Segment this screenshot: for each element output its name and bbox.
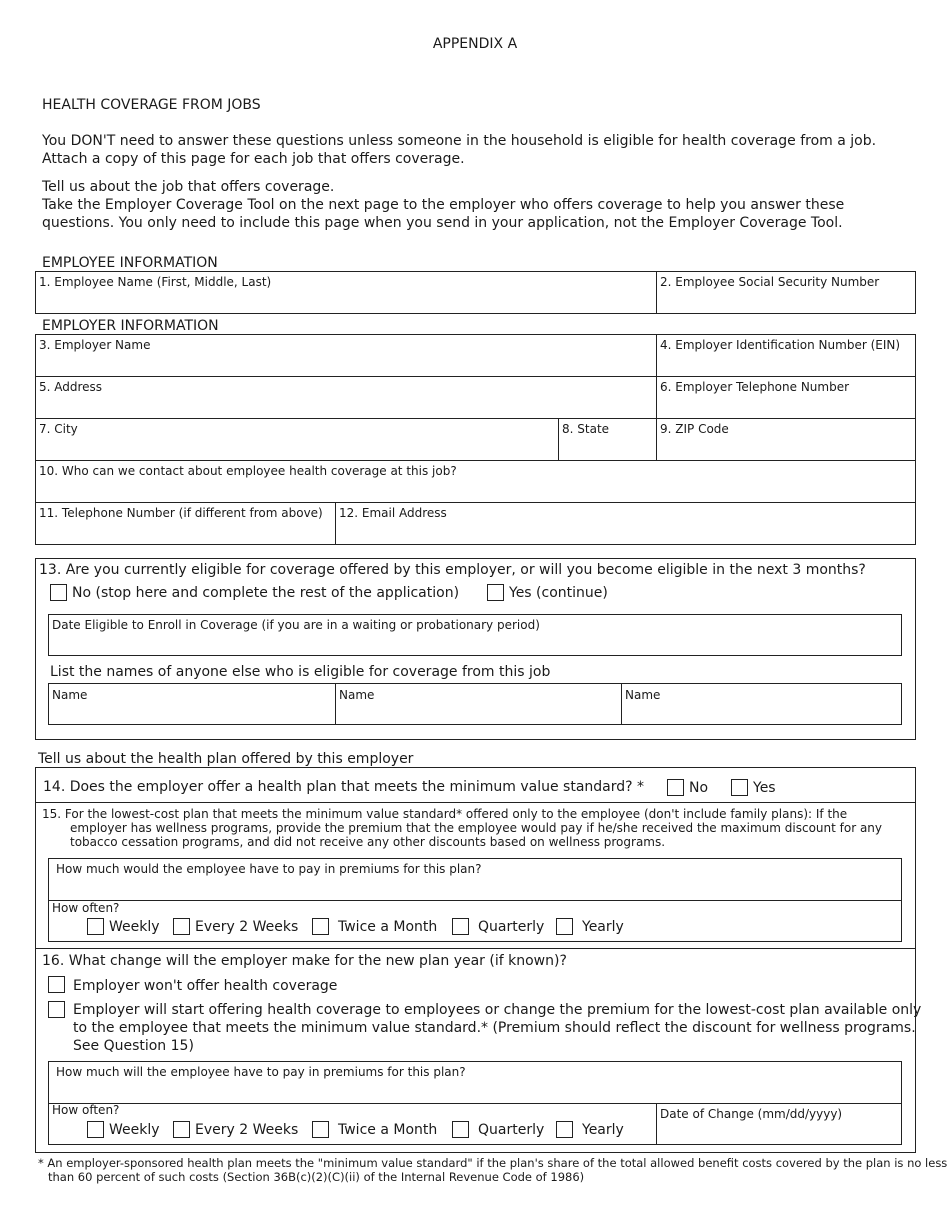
divider bbox=[35, 418, 916, 419]
q16-how-often-label: How often? bbox=[52, 1103, 120, 1117]
contact-phone-field[interactable]: 11. Telephone Number (if different from above) bbox=[39, 506, 323, 520]
q13-yes-label: Yes (continue) bbox=[509, 585, 608, 601]
eligible-list-label: List the names of anyone else who is eligible for coverage from this job bbox=[50, 664, 551, 680]
q15-text-line-1: 15. For the lowest-cost plan that meets the minimum value standard* offered only to the employee (don't include family plans): If the bbox=[42, 807, 848, 821]
q15-every-2-weeks-checkbox[interactable] bbox=[173, 918, 190, 935]
q16-yearly-checkbox[interactable] bbox=[556, 1121, 573, 1138]
date-eligible-label: Date Eligible to Enroll in Coverage (if you are in a waiting or probationary period) bbox=[52, 618, 540, 632]
intro-line-2: Attach a copy of this page for each job that offers coverage. bbox=[42, 151, 465, 167]
q15-twice-a-month-checkbox[interactable] bbox=[312, 918, 329, 935]
divider bbox=[621, 683, 622, 725]
q14-yes-label: Yes bbox=[753, 780, 776, 796]
q16-twice-a-month-checkbox[interactable] bbox=[312, 1121, 329, 1138]
divider bbox=[48, 900, 902, 901]
divider bbox=[656, 334, 657, 460]
divider bbox=[656, 271, 657, 314]
employee-name-field[interactable]: 1. Employee Name (First, Middle, Last) bbox=[39, 275, 272, 289]
q16-no-coverage-label: Employer won't offer health coverage bbox=[73, 978, 338, 994]
q15-quarterly-checkbox[interactable] bbox=[452, 918, 469, 935]
q16-premium-field[interactable]: How much will the employee have to pay in premiums for this plan? bbox=[56, 1065, 466, 1079]
divider bbox=[656, 1103, 657, 1145]
eligible-name-field-2[interactable]: Name bbox=[339, 688, 375, 702]
intro-line-4: Take the Employer Coverage Tool on the next page to the employer who offers coverage to help you answer these bbox=[42, 197, 845, 213]
q16-yearly-label: Yearly bbox=[582, 1122, 624, 1138]
q15-how-often-label: How often? bbox=[52, 901, 120, 915]
q15-quarterly-label: Quarterly bbox=[478, 919, 545, 935]
employer-section-heading: EMPLOYER INFORMATION bbox=[42, 318, 219, 334]
footnote-line-2: than 60 percent of such costs (Section 36B(c)(2)(C)(ii) of the Internal Revenue Code of 1986) bbox=[48, 1170, 585, 1184]
divider bbox=[335, 502, 336, 545]
eligible-names-table bbox=[48, 683, 902, 725]
q15-premium-field[interactable]: How much would the employee have to pay in premiums for this plan? bbox=[56, 862, 482, 876]
divider bbox=[335, 683, 336, 725]
intro-line-1: You DON'T need to answer these questions unless someone in the household is eligible for health coverage from a job. bbox=[42, 133, 877, 149]
zip-code-field[interactable]: 9. ZIP Code bbox=[660, 422, 729, 436]
q16-every-2-weeks-checkbox[interactable] bbox=[173, 1121, 190, 1138]
q16-weekly-checkbox[interactable] bbox=[87, 1121, 104, 1138]
q16-quarterly-checkbox[interactable] bbox=[452, 1121, 469, 1138]
q15-text-line-2: employer has wellness programs, provide the premium that the employee would pay if he/she received the maximum discount for any bbox=[70, 821, 883, 835]
divider bbox=[35, 802, 916, 803]
q16-every-2-weeks-label: Every 2 Weeks bbox=[195, 1122, 299, 1138]
q16-start-offering-line-1: Employer will start offering health coverage to employees or change the premium for the lowest-cost plan available only bbox=[73, 1002, 922, 1018]
intro-line-3: Tell us about the job that offers coverage. bbox=[42, 179, 335, 195]
q16-start-offering-line-3: See Question 15) bbox=[73, 1038, 194, 1054]
divider bbox=[35, 376, 916, 377]
state-field[interactable]: 8. State bbox=[562, 422, 610, 436]
appendix-title: APPENDIX A bbox=[432, 36, 518, 52]
footnote-line-1: * An employer-sponsored health plan meets the "minimum value standard" if the plan's share of the total allowed benefit costs covered by the plan is no less bbox=[38, 1156, 948, 1170]
employee-ssn-field[interactable]: 2. Employee Social Security Number bbox=[660, 275, 880, 289]
employee-section-heading: EMPLOYEE INFORMATION bbox=[42, 255, 218, 271]
plan-section-heading: Tell us about the health plan offered by this employer bbox=[38, 751, 414, 767]
q13-no-label: No (stop here and complete the rest of the application) bbox=[72, 585, 460, 601]
page-title: HEALTH COVERAGE FROM JOBS bbox=[42, 97, 261, 113]
q13-question: 13. Are you currently eligible for coverage offered by this employer, or will you become eligible in the next 3 months? bbox=[39, 562, 866, 578]
q15-weekly-checkbox[interactable] bbox=[87, 918, 104, 935]
q14-no-checkbox[interactable] bbox=[667, 779, 684, 796]
q13-yes-checkbox[interactable] bbox=[487, 584, 504, 601]
q14-question: 14. Does the employer offer a health plan that meets the minimum value standard? * bbox=[43, 779, 645, 795]
date-of-change-field[interactable]: Date of Change (mm/dd/yyyy) bbox=[660, 1107, 843, 1121]
q14-yes-checkbox[interactable] bbox=[731, 779, 748, 796]
eligible-name-field-1[interactable]: Name bbox=[52, 688, 88, 702]
divider bbox=[48, 1103, 902, 1104]
employer-name-field[interactable]: 3. Employer Name bbox=[39, 338, 151, 352]
q14-no-label: No bbox=[689, 780, 709, 796]
q15-yearly-label: Yearly bbox=[582, 919, 624, 935]
q16-start-offering-checkbox[interactable] bbox=[48, 1001, 65, 1018]
city-field[interactable]: 7. City bbox=[39, 422, 78, 436]
q15-text-line-3: tobacco cessation programs, and did not receive any other discounts based on wellness programs. bbox=[70, 835, 666, 849]
employer-phone-field[interactable]: 6. Employer Telephone Number bbox=[660, 380, 850, 394]
eligible-name-field-3[interactable]: Name bbox=[625, 688, 661, 702]
q16-quarterly-label: Quarterly bbox=[478, 1122, 545, 1138]
divider bbox=[35, 502, 916, 503]
q16-question: 16. What change will the employer make for the new plan year (if known)? bbox=[42, 953, 567, 969]
q16-start-offering-line-2: to the employee that meets the minimum value standard.* (Premium should reflect the discount for wellness programs. bbox=[73, 1020, 916, 1036]
email-address-field[interactable]: 12. Email Address bbox=[339, 506, 447, 520]
q16-no-coverage-checkbox[interactable] bbox=[48, 976, 65, 993]
intro-line-5: questions. You only need to include this page when you send in your application, not the Employer Coverage Tool. bbox=[42, 215, 843, 231]
q16-weekly-label: Weekly bbox=[109, 1122, 160, 1138]
q15-every-2-weeks-label: Every 2 Weeks bbox=[195, 919, 299, 935]
q15-twice-a-month-label: Twice a Month bbox=[338, 919, 438, 935]
contact-person-field[interactable]: 10. Who can we contact about employee health coverage at this job? bbox=[39, 464, 457, 478]
divider bbox=[35, 460, 916, 461]
q16-twice-a-month-label: Twice a Month bbox=[338, 1122, 438, 1138]
employer-ein-field[interactable]: 4. Employer Identification Number (EIN) bbox=[660, 338, 901, 352]
q15-weekly-label: Weekly bbox=[109, 919, 160, 935]
q15-yearly-checkbox[interactable] bbox=[556, 918, 573, 935]
q13-no-checkbox[interactable] bbox=[50, 584, 67, 601]
divider bbox=[35, 948, 916, 949]
divider bbox=[558, 418, 559, 460]
employer-address-field[interactable]: 5. Address bbox=[39, 380, 103, 394]
